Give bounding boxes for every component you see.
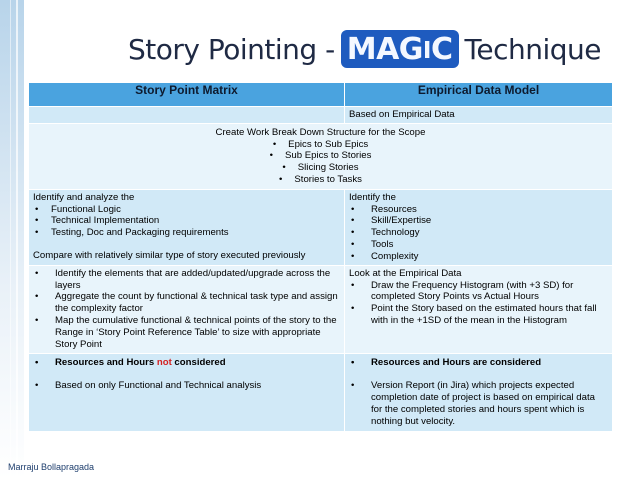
list-item: • Slicing Stories [33,162,608,174]
title-suffix: Technique [464,32,601,66]
list-item: • Resources [349,204,608,216]
magic-letter-c: C [430,31,453,67]
header-empirical-data-model: Empirical Data Model [345,83,613,107]
summary-left-cell [29,354,345,432]
list-item: • Complexity [349,251,608,263]
empty-cell [29,107,345,124]
method-right-list [349,280,608,327]
list-item: • Resources and Hours not considered [33,357,340,369]
comparison-table [28,82,613,432]
based-on-empirical-cell: Based on Empirical Data [345,107,613,124]
list-item: • Sub Epics to Stories [33,150,608,162]
table-row [29,189,613,265]
list-item: • Technology [349,227,608,239]
list-item: • Resources and Hours are considered [349,357,608,369]
list-item: • Version Report (in Jira) which projects expected completion date of project is based on empirical data for the completed stories and hours spent which is nothing but velocity. [349,380,608,427]
wbs-cell [29,123,613,189]
table-row [29,354,613,432]
list-item: • Epics to Sub Epics [33,139,608,151]
magic-letter-a: A [376,31,399,67]
table-row [29,107,613,124]
list-item: • Draw the Frequency Histogram (with +3 SD) for completed Story Points vs Actual Hours [349,280,608,304]
list-item: • Technical Implementation [33,215,340,227]
left-decoration-bar [0,0,24,479]
identify-left-list [33,204,340,239]
title-prefix: Story Pointing - [128,32,335,66]
summary-left-list [33,357,340,392]
list-item: • Based on only Functional and Technical analysis [33,380,340,392]
method-right-title: Look at the Empirical Data [349,267,462,279]
table-header-row [29,83,613,107]
summary-right-list [349,357,608,427]
list-item: • Skill/Expertise [349,215,608,227]
method-right-cell [345,265,613,354]
magic-letter-i: I [422,37,431,64]
list-item: • Functional Logic [33,204,340,216]
header-story-point-matrix: Story Point Matrix [29,83,345,107]
summary-right-cell [345,354,613,432]
identify-left-cell [29,189,345,265]
slide-title [128,24,601,74]
list-item: • Testing, Doc and Packaging requirements [33,227,340,239]
table-row [29,123,613,189]
list-item: • Tools [349,239,608,251]
list-item: • Identify the elements that are added/updated/upgrade across the layers [33,268,340,292]
identify-right-cell [345,189,613,265]
method-left-cell [29,265,345,354]
identify-right-list [349,204,608,263]
list-item: • Point the Story based on the estimated hours that fall with in the +1SD of the mean in the Histogram [349,303,608,327]
list-item: • Stories to Tasks [33,174,608,186]
magic-letter-m: M [346,31,377,67]
not-highlight: not [156,357,172,369]
author-footer: Marraju Bollapragada [8,462,95,472]
magic-acronym [341,30,459,68]
method-left-list [33,268,340,351]
identify-compare-text: Compare with relatively similar type of story executed previously [33,249,306,261]
wbs-list [33,139,608,186]
identify-left-title: Identify and analyze the [33,191,135,203]
list-item: • Aggregate the count by functional & technical task type and assign the complexity factor [33,291,340,315]
list-item: • Map the cumulative functional & technical points of the story to the Range in ‘Story Point Reference Table’ to size with appropriate Story Point [33,315,340,350]
identify-right-title: Identify the [349,191,396,203]
wbs-title: Create Work Break Down Structure for the Scope [215,126,426,138]
magic-letter-g: G [398,31,423,67]
table-row [29,265,613,354]
